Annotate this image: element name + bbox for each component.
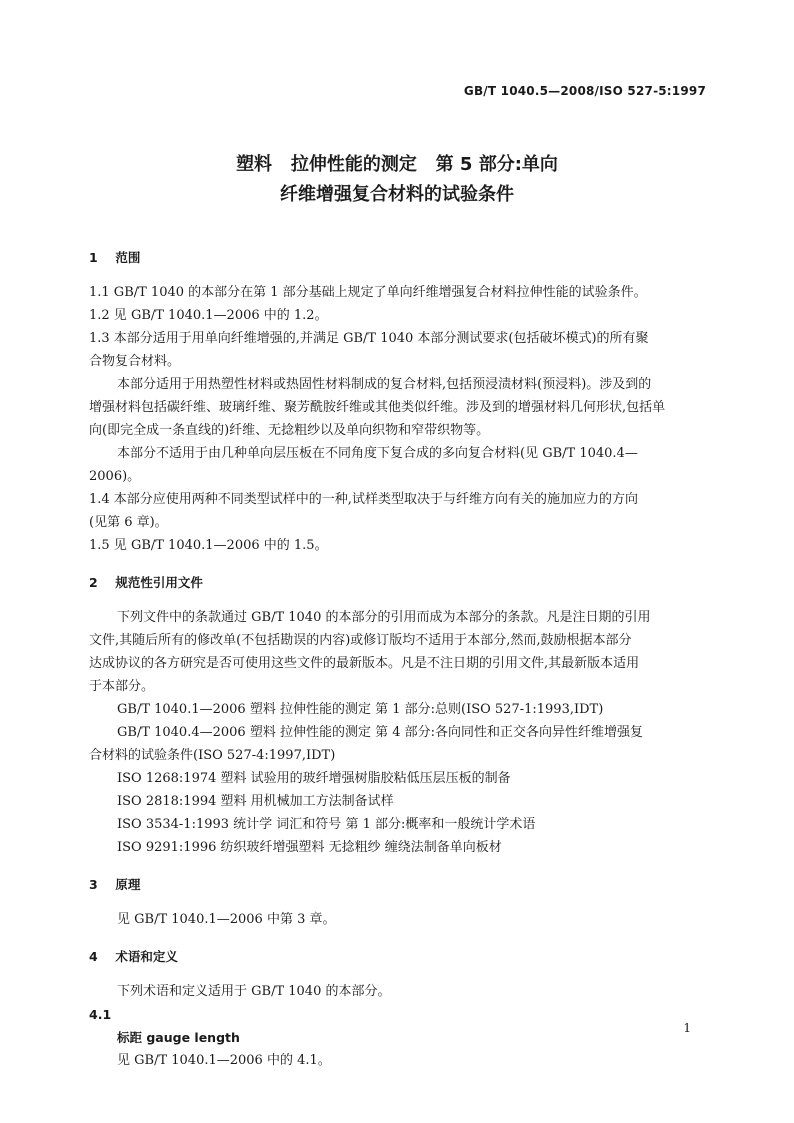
- section-title: 原理: [115, 877, 141, 892]
- standard-number: GB/T 1040.5—2008/ISO 527-5:1997: [463, 84, 706, 98]
- clause-1-3-line-1: 1.3 本部分适用于用单向纤维增强的,并满足 GB/T 1040 本部分测试要求(包括破坏模式)的所有聚: [89, 331, 649, 346]
- clause-1-2: 1.2 见 GB/T 1040.1—2006 中的 1.2。: [89, 308, 328, 323]
- section-2-heading: [89, 571, 705, 594]
- term-entry: 标距 gauge length: [117, 1030, 240, 1045]
- document-title: [0, 150, 794, 210]
- section-number: 4: [89, 949, 98, 964]
- reference-item: GB/T 1040.4—2006 塑料 拉伸性能的测定 第 4 部分:各向同性和正交各向异性纤维增强复: [117, 725, 644, 740]
- term-definition: 见 GB/T 1040.1—2006 中的 4.1。: [117, 1053, 331, 1068]
- section-title: 术语和定义: [115, 949, 178, 964]
- document-body: [89, 246, 705, 1072]
- section-2-intro-line-4: 于本部分。: [89, 679, 155, 694]
- section-number: 1: [89, 250, 98, 265]
- section-3-text: 见 GB/T 1040.1—2006 中第 3 章。: [117, 912, 336, 927]
- reference-item: ISO 9291:1996 纺织玻纤增强塑料 无捻粗纱 缠绕法制备单向板材: [117, 840, 502, 855]
- reference-item: ISO 3534-1:1993 统计学 词汇和符号 第 1 部分:概率和一般统计学术语: [117, 817, 536, 832]
- clause-1-3-para-3-line-1: 本部分不适用于由几种单向层压板在不同角度下复合成的多向复合材料(见 GB/T 1040.4—: [117, 446, 638, 461]
- title-line-1: 塑料 拉伸性能的测定 第 5 部分:单向: [236, 154, 558, 175]
- page-number: 1: [683, 1021, 691, 1035]
- section-4-text: 下列术语和定义适用于 GB/T 1040 的本部分。: [117, 984, 391, 999]
- title-line-2: 纤维增强复合材料的试验条件: [280, 184, 514, 205]
- section-title: 规范性引用文件: [115, 575, 203, 590]
- reference-item: GB/T 1040.1—2006 塑料 拉伸性能的测定 第 1 部分:总则(ISO 527-1:1993,IDT): [117, 702, 604, 717]
- section-4-heading: [89, 945, 705, 968]
- clause-1-5: 1.5 见 GB/T 1040.1—2006 中的 1.5。: [89, 538, 328, 553]
- clause-1-4-line-2: (见第 6 章)。: [89, 515, 168, 530]
- section-2-intro-line-1: 下列文件中的条款通过 GB/T 1040 的本部分的引用而成为本部分的条款。凡是注日期的引用: [117, 610, 651, 625]
- section-2-intro-line-3: 达成协议的各方研究是否可使用这些文件的最新版本。凡是不注日期的引用文件,其最新版本适用: [89, 656, 640, 671]
- clause-1-3-line-2: 合物复合材料。: [89, 354, 181, 369]
- section-number: 3: [89, 877, 98, 892]
- reference-item: ISO 1268:1974 塑料 试验用的玻纤增强树脂胶粘低压层压板的制备: [117, 771, 511, 786]
- section-1-heading: [89, 246, 705, 269]
- section-number: 2: [89, 575, 98, 590]
- clause-1-3-para-3-line-2: 2006)。: [89, 469, 141, 484]
- reference-item-continued: 合材料的试验条件(ISO 527-4:1997,IDT): [89, 748, 336, 763]
- clause-1-3-para-2-line-1: 本部分适用于用热塑性材料或热固性材料制成的复合材料,包括预浸渍材料(预浸料)。涉及到的: [117, 377, 652, 392]
- section-3-heading: [89, 873, 705, 896]
- clause-1-1: 1.1 GB/T 1040 的本部分在第 1 部分基础上规定了单向纤维增强复合材料拉伸性能的试验条件。: [89, 285, 647, 300]
- section-2-intro-line-2: 文件,其随后所有的修改单(不包括勘误的内容)或修订版均不适用于本部分,然而,鼓励根据本部分: [89, 633, 632, 648]
- clause-1-3-para-2-line-3: 向(即完全成一条直线的)纤维、无捻粗纱以及单向织物和窄带织物等。: [89, 423, 490, 438]
- clause-1-3-para-2-line-2: 增强材料包括碳纤维、玻璃纤维、聚芳酰胺纤维或其他类似纤维。涉及到的增强材料几何形状,包括单: [89, 400, 666, 415]
- reference-item: ISO 2818:1994 塑料 用机械加工方法制备试样: [117, 794, 394, 809]
- section-title: 范围: [115, 250, 141, 265]
- clause-1-4-line-1: 1.4 本部分应使用两种不同类型试样中的一种,试样类型取决于与纤维方向有关的施加应力的方向: [89, 492, 638, 507]
- subclause-number: 4.1: [89, 1007, 112, 1022]
